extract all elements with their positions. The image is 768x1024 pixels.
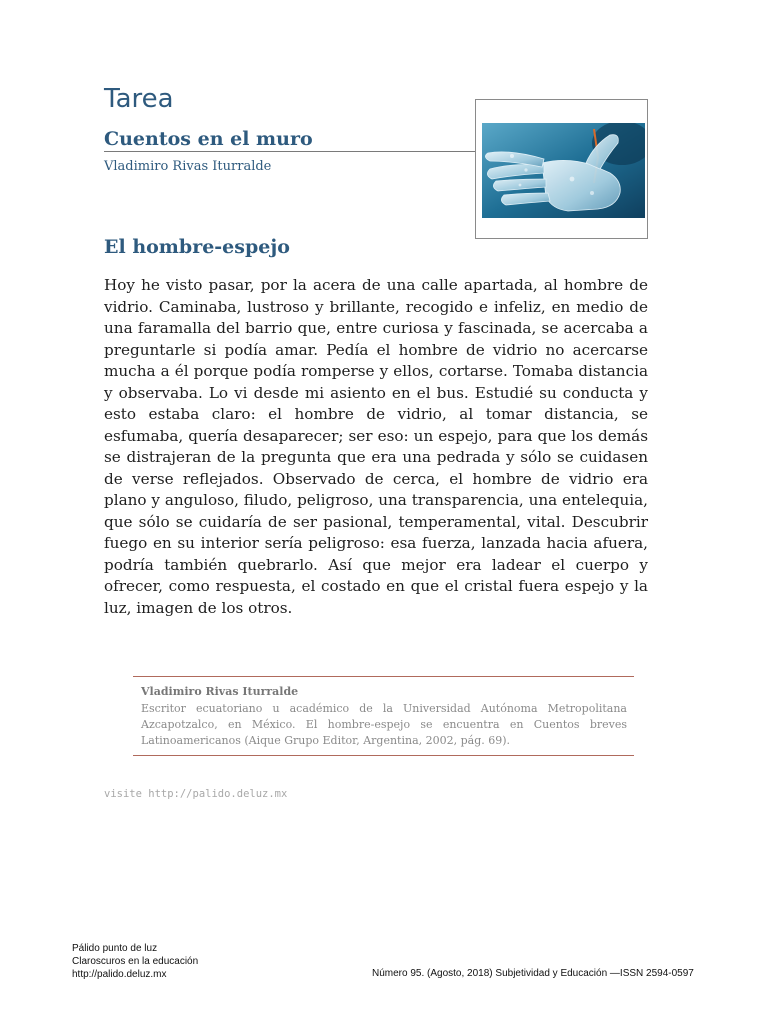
story-title: El hombre-espejo — [104, 236, 290, 258]
footer-line-1: Pálido punto de luz — [72, 943, 158, 954]
footer-issue: Número 95. (Agosto, 2018) Subjetividad y Educación —ISSN 2594-0597 — [372, 968, 694, 979]
bio-text: Escritor ecuatoriano u académico de la Universidad Autónoma Metropolitana Azcapotzalco, en México. El hombre-espejo se encuentra en Cuentos breves Latinoamericanos (Aique Grupo Editor, Argentina, 2002, pág. 69). — [141, 702, 627, 747]
story-body: Hoy he visto pasar, por la acera de una calle apartada, al hombre de vidrio. Caminaba, lustroso y brillante, recogido e infeliz, en medio de una faramalla del barrio que, entre curiosa y fascinada, se acercaba a preguntarle si podía amar. Pedía el hombre de vidrio no acercarse mucha a él porque podía romperse y ellos, cortarse. Tomaba distancia y observaba. Lo vi desde mi asiento en el bus. Estudié su conducta y esto estaba claro: el hombre de vidrio, al tomar distancia, se esfumaba, quería desaparecer; ser eso: un espejo, para que los demás se distrajeran de la pregunta que era una pedrada y sólo se cuidasen de verse reflejados. Observado de cerca, el hombre de vidrio era plano y anguloso, filudo, peligroso, una transparencia, una entelequia, que sólo se cuidaría de ser pasional, temperamental, vital. Descubrir fuego en su interior sería peligroso: esa fuerza, lanzada hacia afuera, podría también quebrarlo. Así que mejor era ladear el cuerpo y ofrecer, como respuesta, el costado en que el cristal fuera espejo y la luz, imagen de los otros. — [104, 276, 648, 617]
title-rule — [104, 151, 478, 152]
glass-hand-photo-icon — [482, 123, 645, 218]
footer-url[interactable]: http://palido.deluz.mx — [72, 969, 167, 980]
bio-name: Vladimiro Rivas Iturralde — [141, 685, 299, 698]
visit-link[interactable]: visite http://palido.deluz.mx — [104, 788, 288, 800]
footer-line-2: Claroscuros en la educación — [72, 956, 199, 967]
photo-frame — [475, 99, 648, 239]
author-bio — [133, 676, 634, 756]
footer-publication — [72, 942, 198, 981]
author-line: Vladimiro Rivas Iturralde — [104, 159, 272, 174]
collection-title: Cuentos en el muro — [104, 128, 313, 150]
section-label: Tarea — [104, 84, 174, 114]
